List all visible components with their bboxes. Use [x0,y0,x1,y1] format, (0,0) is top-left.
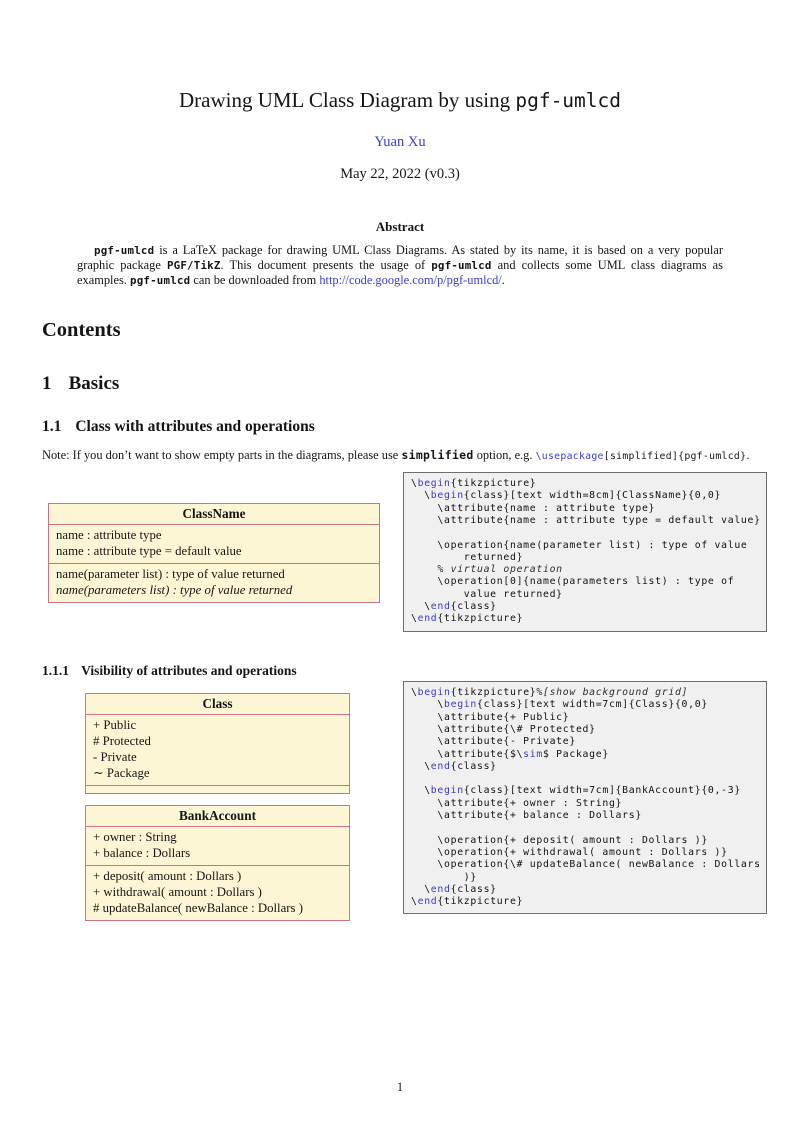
uml-member: + deposit( amount : Dollars ) [93,869,242,884]
note-text: . [746,447,750,462]
uml-operations-section [86,865,349,920]
code-line: \end{class} [411,601,497,613]
section-1-1-1-heading [42,663,800,679]
uml-member: name : attribute type [56,528,162,543]
code-line: \begin{tikzpicture} [411,478,537,490]
code-line: \operation{+ deposit( amount : Dollars )} [411,834,708,846]
page-number: 1 [396,1080,404,1094]
uml-class-box-classname [48,503,380,603]
code-line: \attribute{\# Protected} [411,724,596,735]
abstract-text: is a LaTeX package for drawing UML Class Diagrams. As stated by its name, it is based on a very popular graphic package [77,243,723,273]
code-line [411,822,762,834]
note-paragraph [42,448,758,465]
download-url-link[interactable]: http://code.google.com/p/pgf-umlcd/ [319,273,502,288]
code-line: \attribute{+ Public} [411,711,570,723]
code-line: \attribute{+ owner : String} [411,797,623,809]
uml-class-title: ClassName [49,504,379,525]
uml-member: ∼ Package [93,766,150,781]
uml-attributes-section [49,525,379,563]
uml-attributes-section [86,715,349,785]
code-line: \attribute{name : attribute type = default value} [411,515,761,526]
code-line: value returned} [411,588,563,600]
uml-member: + Public [93,718,137,733]
abstract-text: . [501,273,505,288]
uml-member: # updateBalance( newBalance : Dollars ) [93,901,303,916]
code-line: \operation[0]{name(parameters list) : type of [411,576,735,588]
inline-code-simplified: simplified [401,447,474,462]
section-number: 1.1.1 [42,663,69,679]
code-line: % virtual operation [437,564,563,576]
uml-member: + owner : String [93,830,177,845]
uml-class-box-class [85,693,350,794]
code-line: \end{tikzpicture} [411,896,524,908]
code-line: \begin{class}[text width=8cm]{ClassName}{0,0} [411,490,722,502]
abstract-heading: Abstract [375,219,425,234]
code-line: \end{class} [411,883,497,895]
code-line: \operation{+ withdrawal( amount : Dollars )} [411,846,728,858]
note-text: option, e.g. [473,447,536,462]
uml-class-box-bankaccount [85,805,350,921]
code-line: returned} [411,551,524,563]
figure-row-classname [0,469,800,629]
code-line [411,527,762,539]
section-number: 1.1 [42,417,62,435]
note-text: Note: If you don’t want to show empty parts in the diagrams, please use [42,447,402,462]
code-line: \attribute{- Private} [411,736,576,748]
abstract-text: . This document presents the usage of [220,258,432,273]
code-line: \end{class} [411,760,497,772]
inline-code-pgf-umlcd: pgf-umlcd [130,274,191,288]
uml-member: - Private [93,750,137,765]
uml-member: name(parameter list) : type of value returned [56,567,285,582]
inline-code-usepackage: \usepackage [535,450,604,462]
doc-title-text: Drawing UML Class Diagram by using [178,88,516,112]
uml-member: # Protected [93,734,151,749]
uml-class-title: Class [86,694,349,715]
code-line: \begin{class}[text width=7cm]{BankAccount}{0,-3} [411,785,741,797]
code-line: \attribute{name : attribute type} [411,502,656,514]
code-listing-classname [403,472,767,632]
section-title: Basics [68,372,120,394]
code-line [411,773,762,785]
code-line: \end{tikzpicture} [411,613,524,625]
code-line: \operation{name(parameter list) : type of value [411,539,748,551]
doc-title [0,88,800,113]
code-line: \operation{\# updateBalance( newBalance : Dollars [411,859,761,871]
code-line: \attribute{$\sim$ Package} [411,748,609,760]
section-title: Visibility of attributes and operations [81,663,297,679]
doc-title-package-name: pgf-umlcd [515,89,622,112]
inline-code-pgf-umlcd: pgf-umlcd [431,259,492,273]
code-listing-visibility [403,681,767,914]
abstract-paragraph [77,243,723,289]
code-line: \attribute{+ balance : Dollars} [411,810,642,822]
inline-code-pgf-umlcd: pgf-umlcd [94,244,155,257]
uml-member: + withdrawal( amount : Dollars ) [93,885,262,900]
abstract-text: and collects some UML class diagrams as examples. [77,258,723,288]
section-1-1-heading [42,418,800,436]
section-title: Class with attributes and operations [75,417,315,435]
uml-member: name(parameters list) : type of value returned [56,583,293,598]
figure-row-visibility [0,679,800,916]
uml-attributes-section [86,827,349,865]
doc-date: May 22, 2022 (v0.3) [340,166,460,182]
section-1-heading [42,373,800,395]
author-link[interactable]: Yuan Xu [374,134,426,150]
code-line: \begin{class}[text width=7cm]{Class}{0,0} [411,699,708,711]
inline-code-pgf-tikz: PGF/TikZ [166,259,221,273]
uml-member: + balance : Dollars [93,846,191,861]
code-line: \begin{tikzpicture}%[show background grid] [411,687,689,699]
code-line: )} [411,871,477,883]
uml-operations-section [49,563,379,602]
uml-member: name : attribute type = default value [56,544,242,559]
uml-operations-section-empty [86,785,349,793]
abstract-text: can be downloaded from [190,273,320,288]
inline-code-usepackage-args: [simplified]{pgf-umlcd} [603,450,747,462]
section-number: 1 [42,372,52,394]
uml-class-title: BankAccount [86,806,349,827]
contents-heading: Contents [42,318,121,341]
